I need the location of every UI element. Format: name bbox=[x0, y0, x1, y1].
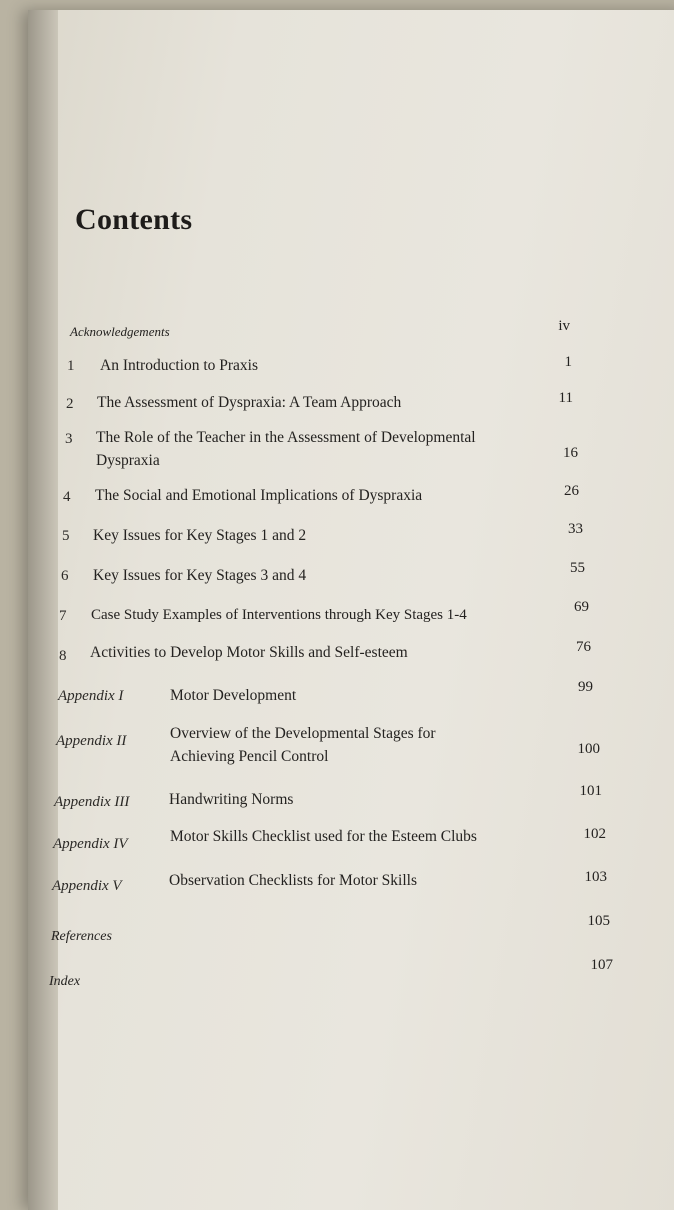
toc-entry-chapter-1: An Introduction to Praxis bbox=[100, 357, 258, 374]
toc-entry-chapter-3: The Role of the Teacher in the Assessment of Developmental bbox=[96, 429, 476, 446]
toc-appendix-number: Appendix I bbox=[58, 688, 124, 704]
toc-entry-chapter-3-line-2: Dyspraxia bbox=[96, 452, 160, 469]
toc-chapter-number: 5 bbox=[62, 528, 70, 544]
toc-chapter-number: 6 bbox=[61, 568, 69, 584]
toc-page-number: 100 bbox=[577, 741, 600, 757]
toc-page-number: 33 bbox=[568, 521, 583, 537]
toc-page-number: 11 bbox=[558, 390, 573, 406]
toc-entry-chapter-2: The Assessment of Dyspraxia: A Team Approach bbox=[97, 394, 402, 411]
toc-page-number: 105 bbox=[587, 913, 610, 929]
toc-chapter-number: 1 bbox=[67, 358, 75, 374]
toc-appendix-number: Appendix II bbox=[56, 733, 127, 749]
toc-page-number: 76 bbox=[576, 639, 591, 655]
toc-page-number: 101 bbox=[579, 783, 602, 799]
toc-entry-chapter-7: Case Study Examples of Interventions through Key Stages 1-4 bbox=[91, 607, 467, 623]
toc-entry-chapter-5: Key Issues for Key Stages 1 and 2 bbox=[93, 527, 307, 544]
toc-entry-chapter-4: The Social and Emotional Implications of Dyspraxia bbox=[95, 487, 423, 504]
toc-chapter-number: 3 bbox=[65, 431, 73, 447]
toc-entry-appendix-2: Overview of the Developmental Stages for bbox=[170, 725, 436, 742]
toc-page-number: 55 bbox=[570, 560, 585, 576]
toc-page-number: 26 bbox=[564, 483, 579, 499]
toc-entry-appendix-2-line-2: Achieving Pencil Control bbox=[170, 748, 329, 765]
toc-appendix-number: Appendix III bbox=[54, 794, 130, 810]
toc-page-number: 107 bbox=[590, 957, 613, 973]
toc-page-number: 16 bbox=[563, 445, 578, 461]
page-title: Contents bbox=[75, 203, 193, 236]
toc-entry-chapter-8: Activities to Develop Motor Skills and Self-esteem bbox=[90, 644, 408, 661]
toc-entry-appendix-4: Motor Skills Checklist used for the Esteem Clubs bbox=[170, 828, 477, 845]
toc-appendix-number: Appendix IV bbox=[53, 836, 128, 852]
toc-entry-index: Index bbox=[49, 974, 81, 989]
toc-entry-appendix-3: Handwriting Norms bbox=[169, 791, 294, 808]
toc-appendix-number: Appendix V bbox=[52, 878, 122, 894]
toc-chapter-number: 2 bbox=[66, 396, 74, 412]
toc-entry-references: References bbox=[51, 929, 112, 944]
toc-page-number: 99 bbox=[578, 679, 593, 695]
toc-page-number: 102 bbox=[583, 826, 606, 842]
toc-entry-appendix-5: Observation Checklists for Motor Skills bbox=[169, 872, 417, 889]
toc-page-number: 1 bbox=[564, 354, 572, 370]
toc-chapter-number: 8 bbox=[59, 648, 67, 664]
toc-entry-appendix-1: Motor Development bbox=[170, 687, 297, 704]
toc-page-number: iv bbox=[558, 318, 570, 334]
toc-label: Acknowledgements bbox=[70, 324, 170, 339]
toc-entry-chapter-6: Key Issues for Key Stages 3 and 4 bbox=[93, 567, 307, 584]
toc-page-number: 103 bbox=[584, 869, 607, 885]
toc-chapter-number: 7 bbox=[59, 608, 67, 624]
toc-chapter-number: 4 bbox=[63, 489, 71, 505]
toc-page-number: 69 bbox=[574, 599, 589, 615]
